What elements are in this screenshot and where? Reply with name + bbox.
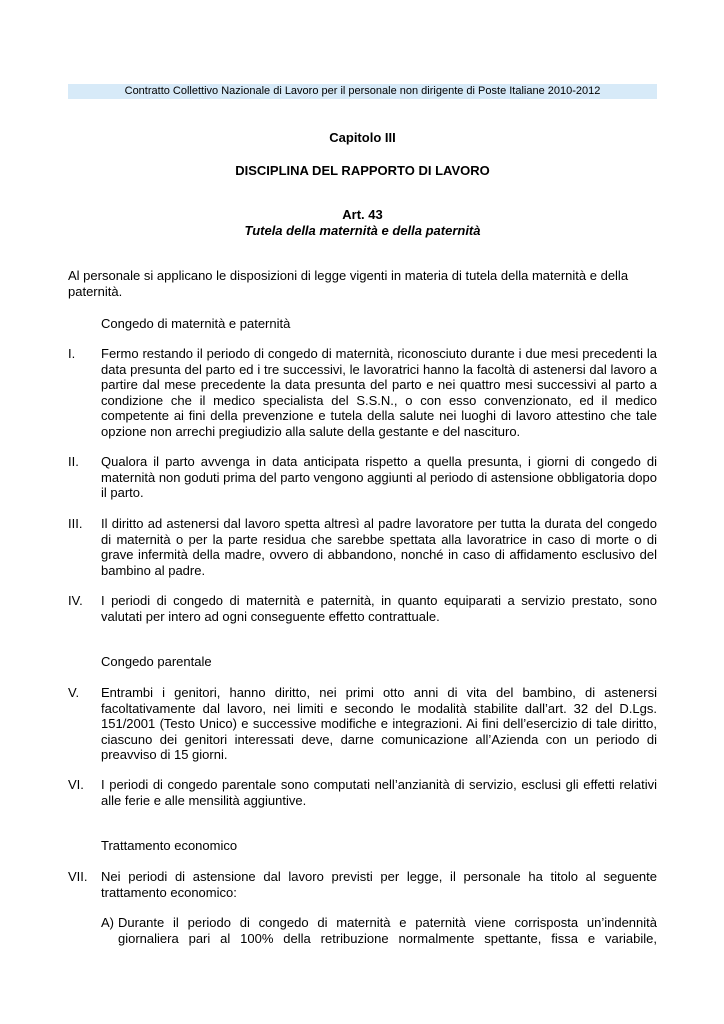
list-item-text: Il diritto ad astenersi dal lavoro spetta altresì al padre lavoratore per tutta la durata del congedo di maternità o per la parte residua che sarebbe spettata alla lavoratrice in caso di morte o di grave infermità della madre, ovvero di abbandono, nonché in caso di affidamento esclusivo del bambino al padre. xyxy=(101,516,657,578)
list-item-text: I periodi di congedo parentale sono computati nell’anzianità di servizio, esclusi gli effetti relativi alle ferie e alle mensilità aggiuntive. xyxy=(101,777,657,808)
list-item-number: VI. xyxy=(68,777,84,792)
list-item-number: I. xyxy=(68,346,76,361)
list-item-text: Nei periodi di astensione dal lavoro previsti per legge, il personale ha titolo al seguente trattamento economico: xyxy=(101,869,657,900)
chapter-label: Capitolo III xyxy=(329,130,396,145)
article-number: Art. 43 xyxy=(342,207,383,222)
section-heading-maternity: Congedo di maternità e paternità xyxy=(101,316,291,331)
list-item-number: II. xyxy=(68,454,79,469)
list-item-number: VII. xyxy=(68,869,88,884)
running-header-text: Contratto Collettivo Nazionale di Lavoro per il personale non dirigente di Poste Italiane 2010-2012 xyxy=(124,85,601,97)
list-item-text: I periodi di congedo di maternità e paternità, in quanto equiparati a servizio prestato, sono valutati per intero ad ogni conseguente effetto contrattuale. xyxy=(101,593,657,624)
list-item-number: V. xyxy=(68,685,80,700)
article-title: Tutela della maternità e della paternità xyxy=(244,223,481,238)
sub-list-item-text: Durante il periodo di congedo di maternità e paternità viene corrisposta un’indennità giornaliera pari al 100% della retribuzione normalmente spettante, fissa e variabile, xyxy=(118,915,657,946)
list-item-text: Fermo restando il periodo di congedo di maternità, riconosciuto durante i due mesi precedenti la data presunta del parto ed i tre successivi, le lavoratrici hanno la facoltà di astenersi dal lavoro a partire dal mese precedente la data presunta del parto e nei quattro mesi successivi al parto a condizione che il medico specialista del S.S.N., o con esso convenzionato, ed il medico competente ai fini della prevenzione e tutela della salute nei luoghi di lavoro attestino che tale opzione non arrechi pregiudizio alla salute della gestante e del nascituro. xyxy=(101,346,657,439)
chapter-title: DISCIPLINA DEL RAPPORTO DI LAVORO xyxy=(235,163,490,178)
list-item-number: IV. xyxy=(68,593,83,608)
list-item-text: Entrambi i genitori, hanno diritto, nei primi otto anni di vita del bambino, di astenersi facoltativamente dal lavoro, nei limiti e secondo le modalità stabilite dall’art. 32 del D.Lgs. 151/2001 (Testo Unico) e successive modifiche e integrazioni. Ai fini dell’esercizio di tale diritto, ciascuno dei genitori interessati deve, darne comunicazione all’Azienda con un periodo di preavviso di 15 giorni. xyxy=(101,685,657,763)
running-header xyxy=(68,84,657,99)
intro-paragraph: Al personale si applicano le disposizioni di legge vigenti in materia di tutela della maternità e della paternità. xyxy=(68,268,629,299)
sub-list-item-letter: A) xyxy=(101,915,114,930)
list-item-text: Qualora il parto avvenga in data anticipata rispetto a quella presunta, i giorni di congedo di maternità non goduti prima del parto vengono aggiunti al periodo di astensione obbligatoria dopo il parto. xyxy=(101,454,657,501)
list-item-number: III. xyxy=(68,516,83,531)
section-heading-parental: Congedo parentale xyxy=(101,654,212,669)
section-heading-economic: Trattamento economico xyxy=(101,838,238,853)
